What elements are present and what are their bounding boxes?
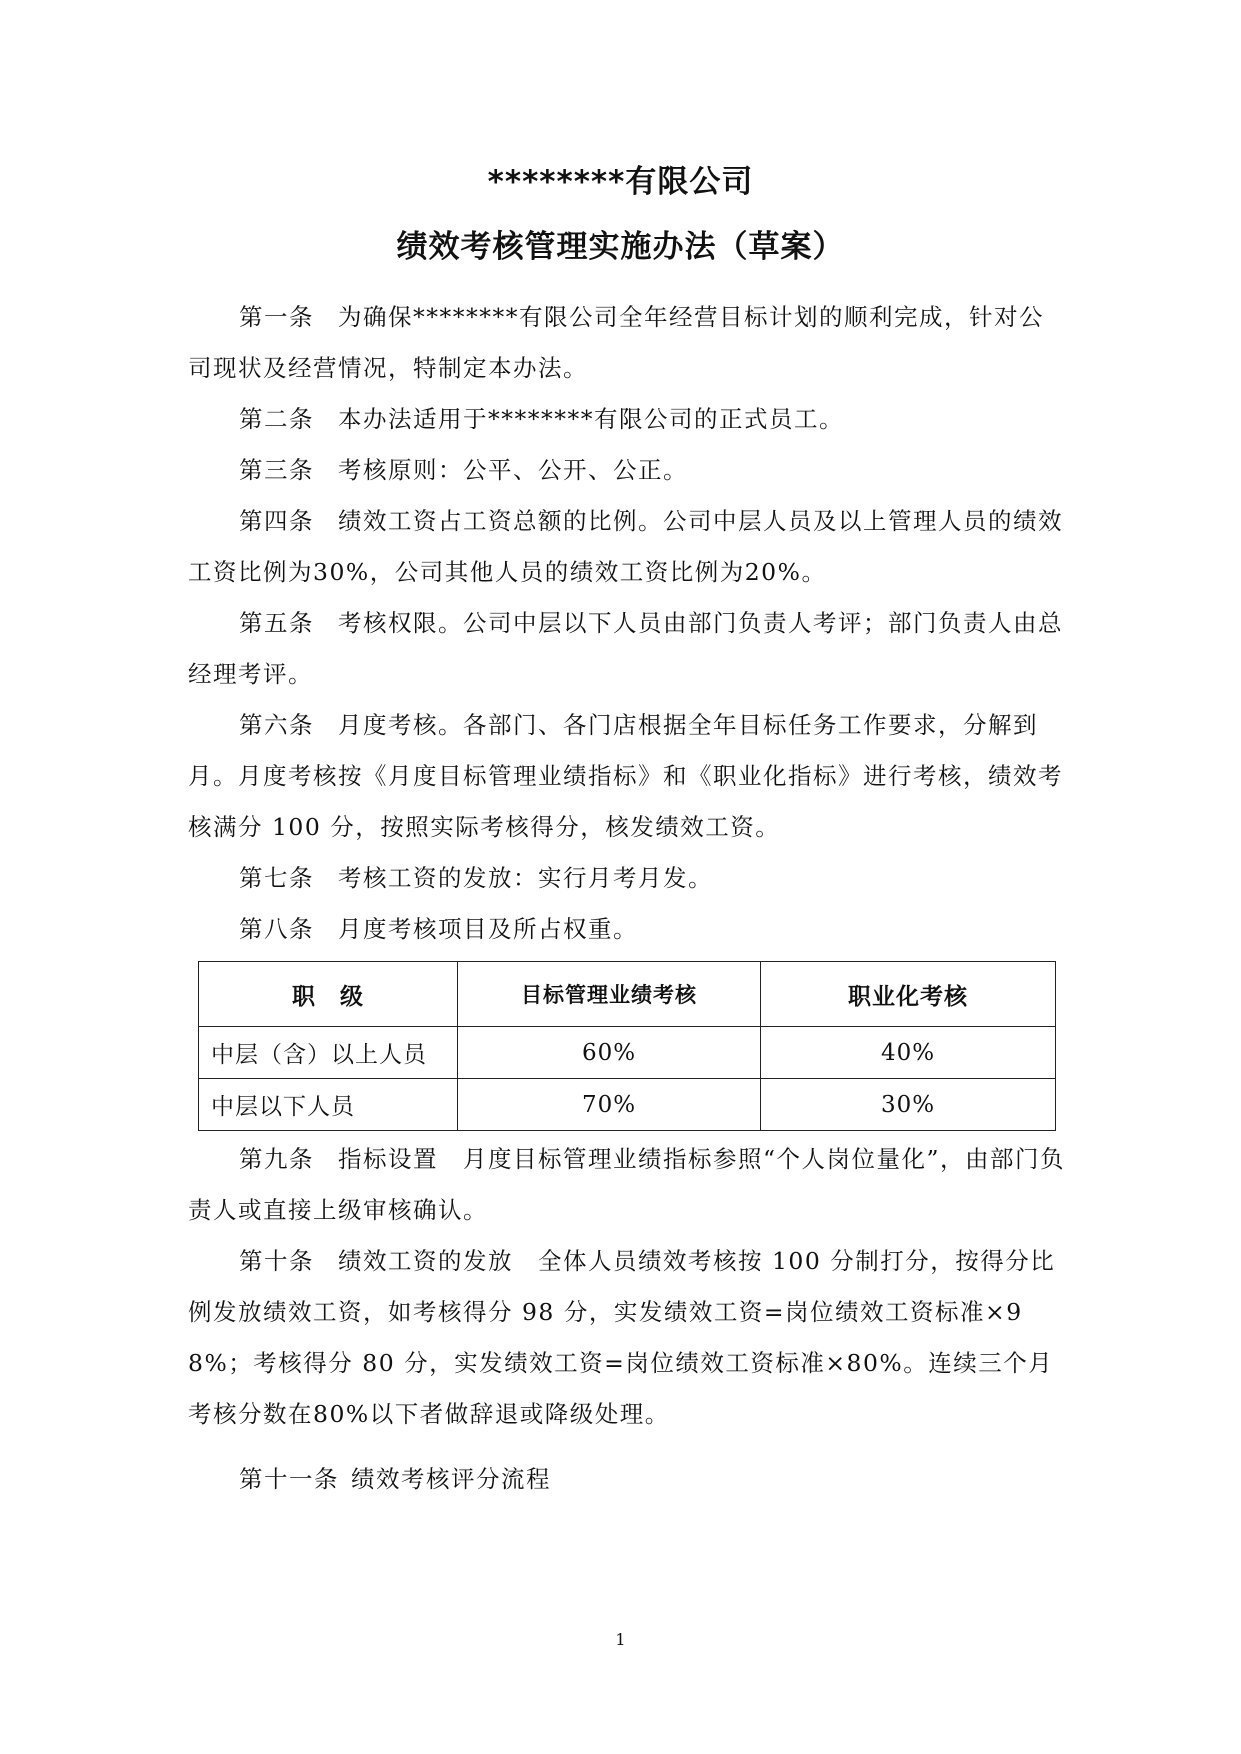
article-text: 月度考核。各部门、各门店根据全年目标任务工作要求，分解到月。月度考核按《月度目标管理业绩指标》和《职业化指标》进行考核，绩效考核满分 100 分，按照实际考核得分，核发绩效工资。 bbox=[188, 711, 1063, 841]
table-row bbox=[199, 1027, 1056, 1079]
article-label: 第一条 bbox=[239, 303, 314, 331]
article-label: 第九条 bbox=[239, 1145, 314, 1173]
article-8 bbox=[188, 904, 1068, 955]
article-5 bbox=[188, 598, 1068, 700]
article-label: 第八条 bbox=[239, 915, 314, 943]
row-performance-weight: 60% bbox=[458, 1027, 761, 1079]
article-3 bbox=[188, 445, 1068, 496]
row-level: 中层（含）以上人员 bbox=[199, 1027, 458, 1079]
article-label: 第七条 bbox=[239, 864, 314, 892]
article-text: 指标设置 月度目标管理业绩指标参照“个人岗位量化”，由部门负责人或直接上级审核确认。 bbox=[188, 1145, 1066, 1224]
row-professional-weight: 40% bbox=[761, 1027, 1056, 1079]
article-text: 考核工资的发放：实行月考月发。 bbox=[338, 864, 713, 892]
article-2 bbox=[188, 394, 1068, 445]
article-9 bbox=[188, 1134, 1068, 1236]
table-row bbox=[199, 1079, 1056, 1131]
article-text: 绩效工资的发放 全体人员绩效考核按 100 分制打分，按得分比例发放绩效工资，如考核得分 98 分，实发绩效工资=岗位绩效工资标准×98%；考核得分 80 分，实发绩效工资=岗位绩效工资标准×80%。连续三个月考核分数在80%以下者做辞退或降级处理。 bbox=[188, 1247, 1056, 1428]
article-1 bbox=[188, 292, 1068, 394]
article-text: 考核权限。公司中层以下人员由部门负责人考评；部门负责人由总经理考评。 bbox=[188, 609, 1063, 688]
article-6 bbox=[188, 700, 1068, 853]
article-label: 第五条 bbox=[239, 609, 314, 637]
row-level: 中层以下人员 bbox=[199, 1079, 458, 1131]
document-title: 绩效考核管理实施办法（草案） bbox=[396, 229, 845, 265]
header-professional: 职业化考核 bbox=[761, 962, 1056, 1027]
article-text: 绩效考核评分流程 bbox=[351, 1465, 551, 1493]
article-label: 第三条 bbox=[239, 456, 314, 484]
article-label: 第六条 bbox=[239, 711, 314, 739]
weights-table bbox=[198, 961, 1056, 1131]
article-label: 第十条 bbox=[239, 1247, 314, 1275]
article-text: 月度考核项目及所占权重。 bbox=[338, 915, 638, 943]
header-level: 职 级 bbox=[199, 962, 458, 1027]
article-11 bbox=[188, 1454, 1068, 1505]
article-text: 本办法适用于********有限公司的正式员工。 bbox=[338, 405, 844, 433]
header-performance: 目标管理业绩考核 bbox=[458, 962, 761, 1027]
page-number: 1 bbox=[615, 1630, 626, 1649]
article-text: 为确保********有限公司全年经营目标计划的顺利完成，针对公司现状及经营情况，特制定本办法。 bbox=[188, 303, 1044, 382]
article-4 bbox=[188, 496, 1068, 598]
article-text: 绩效工资占工资总额的比例。公司中层人员及以上管理人员的绩效工资比例为30%，公司其他人员的绩效工资比例为20%。 bbox=[188, 507, 1063, 586]
article-label: 第四条 bbox=[239, 507, 314, 535]
article-7 bbox=[188, 853, 1068, 904]
row-professional-weight: 30% bbox=[761, 1079, 1056, 1131]
table-header-row bbox=[199, 962, 1056, 1027]
company-title: ********有限公司 bbox=[487, 164, 754, 200]
article-10 bbox=[188, 1236, 1068, 1440]
row-performance-weight: 70% bbox=[458, 1079, 761, 1131]
article-label: 第二条 bbox=[239, 405, 314, 433]
article-text: 考核原则：公平、公开、公正。 bbox=[338, 456, 688, 484]
article-label: 第十一条 bbox=[239, 1465, 339, 1493]
